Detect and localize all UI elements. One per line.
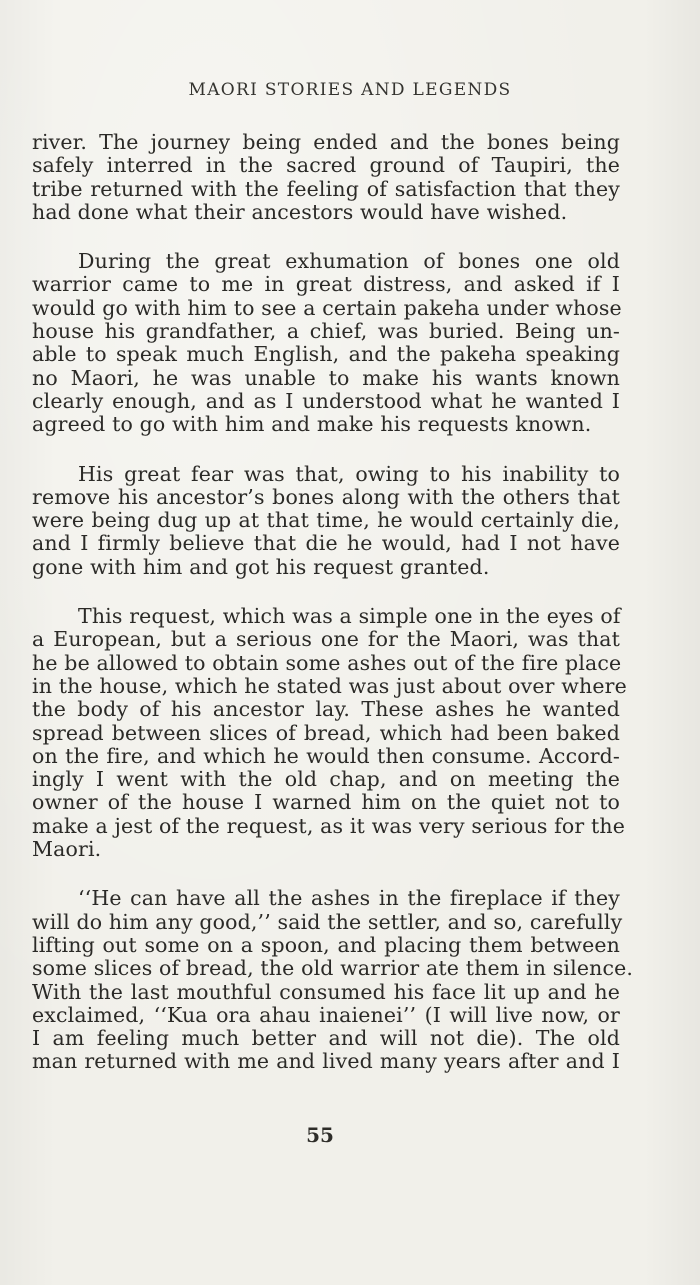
text-line: tribe returned with the feeling of satisfaction that they [32, 176, 620, 201]
running-title: MAORI STORIES AND LEGENDS [188, 80, 512, 100]
text-line: some slices of bread, the old warrior ate them in silence. [32, 956, 634, 981]
text-line: in the house, which he stated was just about over where [32, 673, 627, 698]
text-line: gone with him and got his request granted. [32, 554, 490, 579]
text-line: With the last mouthful consumed his face lit up and he [32, 979, 620, 1004]
text-line: agreed to go with him and make his requests known. [32, 412, 592, 437]
paragraph [32, 250, 620, 436]
text-line: I am feeling much better and will not die). The old [32, 1026, 620, 1051]
body-text [32, 130, 634, 1100]
text-line: clearly enough, and as I understood what he wanted I [32, 388, 620, 413]
text-line: river. The journey being ended and the bones being [32, 130, 620, 154]
text-line: he be allowed to obtain some ashes out of the fire place [32, 650, 622, 675]
text-line: able to speak much English, and the pakeha speaking [32, 342, 620, 367]
text-line: exclaimed, ‘‘Kua ora ahau inaienei’’ (I will live now, or [32, 1002, 620, 1027]
text-line: remove his ancestor’s bones along with the others that [32, 484, 620, 509]
text-line: would go with him to see a certain pakeha under whose [32, 295, 622, 320]
text-line: the body of his ancestor lay. These ashes he wanted [32, 697, 620, 722]
text-line: spread between slices of bread, which had been baked [32, 720, 620, 745]
text-line: ingly I went with the old chap, and on meeting the [32, 767, 620, 792]
text-line: and I firmly believe that die he would, had I not have [32, 531, 620, 556]
text-line: Maori. [32, 837, 102, 862]
text-line: ‘‘He can have all the ashes in the fireplace if they [78, 886, 620, 911]
text-line: warrior came to me in great distress, and asked if I [32, 272, 620, 297]
text-line: will do him any good,’’ said the settler, and so, carefully [32, 909, 623, 934]
paragraph [32, 886, 634, 1074]
text-line: a European, but a serious one for the Maori, was that [32, 627, 620, 652]
text-line: This request, which was a simple one in the eyes of [78, 604, 621, 629]
paragraph [32, 604, 627, 862]
text-line: no Maori, he was unable to make his wants known [32, 365, 620, 390]
text-line: owner of the house I warned him on the quiet not to [32, 790, 620, 815]
text-line: safely interred in the sacred ground of Taupiri, the [32, 153, 620, 178]
paragraph [32, 463, 620, 579]
text-line: had done what their ancestors would have wished. [32, 199, 568, 224]
text-line: were being dug up at that time, he would certainly die, [32, 508, 620, 533]
text-line: lifting out some on a spoon, and placing them between [32, 932, 620, 957]
text-line: His great fear was that, owing to his inability to [78, 461, 620, 486]
text-line: house his grandfather, a chief, was buried. Being un- [32, 319, 620, 344]
paragraph [32, 131, 620, 224]
text-line: During the great exhumation of bones one old [78, 249, 620, 274]
text-line: man returned with me and lived many years after and I [32, 1049, 620, 1074]
page-number: 55 [306, 1123, 334, 1147]
text-line: make a jest of the request, as it was very serious for the [32, 813, 626, 838]
text-line: on the fire, and which he would then consume. Accord- [32, 743, 620, 768]
